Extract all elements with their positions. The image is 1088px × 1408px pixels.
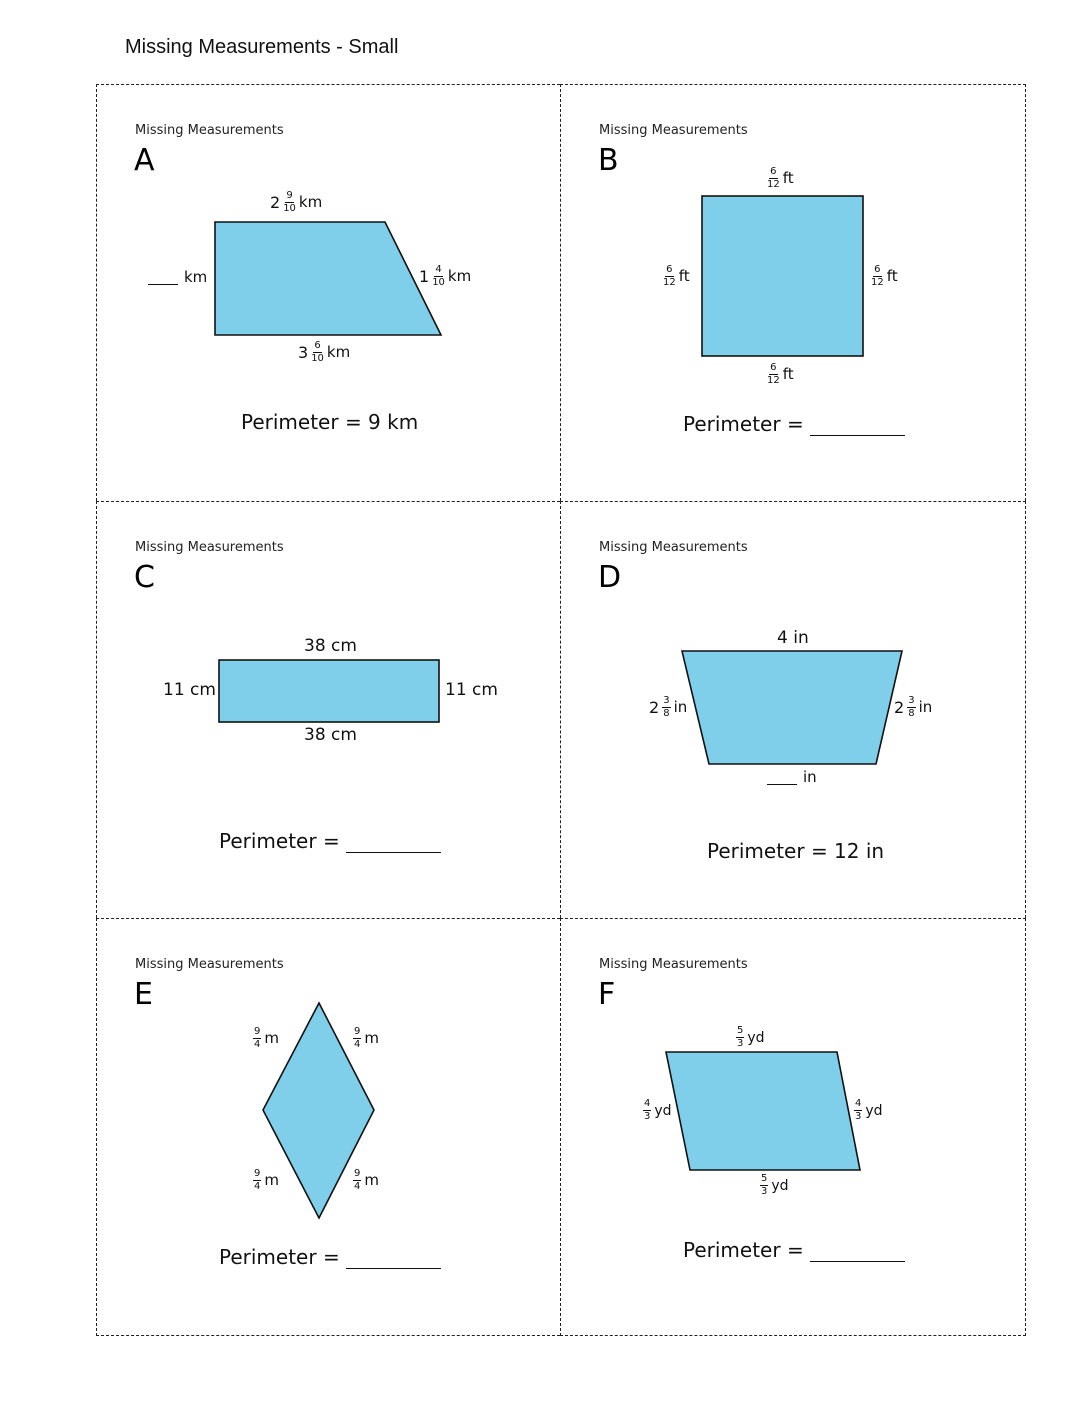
answer-blank [346, 834, 441, 853]
parallelogram-shape-f [561, 919, 1025, 1335]
side-label-bottom: $\frac{6}{12}$ ft [767, 362, 794, 386]
perimeter-label: Perimeter = [219, 829, 340, 853]
side-label-top-right: $\frac{9}{4}$ m [354, 1026, 379, 1050]
card-e [96, 918, 560, 1336]
side-label-bottom: $\frac{5}{3}$ yd [761, 1173, 789, 1197]
side-label-left: 11 cm [163, 680, 216, 700]
card-grid [96, 84, 1026, 1336]
side-label-right: $\frac{6}{12}$ ft [871, 264, 898, 288]
card-title: Missing Measurements [135, 123, 284, 138]
perimeter-label: Perimeter = [683, 1238, 804, 1262]
side-label-left: 2 $\frac{3}{8}$ in [649, 695, 688, 719]
card-title: Missing Measurements [135, 540, 284, 555]
card-letter: F [598, 977, 616, 1012]
card-letter: E [134, 977, 153, 1012]
side-label-top: $\frac{6}{12}$ ft [767, 166, 794, 190]
card-a [96, 84, 560, 501]
side-label-top: 4 in [777, 628, 809, 648]
card-letter: B [598, 143, 619, 178]
card-b [560, 84, 1026, 501]
answer-blank [810, 417, 905, 436]
square-shape-b [561, 85, 1025, 501]
side-label-right: 11 cm [445, 680, 498, 700]
perimeter-label: Perimeter = 12 in [707, 839, 885, 863]
card-title: Missing Measurements [599, 957, 748, 972]
side-label-right: 2 $\frac{3}{8}$ in [894, 695, 933, 719]
side-label-right: $\frac{4}{3}$ yd [855, 1098, 883, 1122]
side-label-left: $\frac{6}{12}$ ft [663, 264, 690, 288]
side-label-bottom-left: $\frac{9}{4}$ m [254, 1168, 279, 1192]
card-letter: C [134, 560, 155, 595]
side-label-bottom: 3 $\frac{6}{10}$ km [298, 340, 351, 364]
page-title: Missing Measurements - Small [125, 36, 399, 58]
card-title: Missing Measurements [135, 957, 284, 972]
card-c [96, 501, 560, 918]
side-label-left: $\frac{4}{3}$ yd [644, 1098, 672, 1122]
side-label-bottom-right: $\frac{9}{4}$ m [354, 1168, 379, 1192]
answer-blank [767, 770, 797, 785]
perimeter-line [683, 1238, 905, 1262]
card-title: Missing Measurements [599, 540, 748, 555]
side-label-left-missing: km [148, 270, 207, 285]
side-label-top: $\frac{5}{3}$ yd [737, 1025, 765, 1049]
card-f [560, 918, 1026, 1336]
perimeter-line [219, 1245, 441, 1269]
side-label-bottom-missing: in [767, 770, 817, 785]
side-label-top: 38 cm [304, 636, 357, 656]
answer-blank [148, 270, 178, 285]
rhombus-shape-e [97, 919, 560, 1335]
card-title: Missing Measurements [599, 123, 748, 138]
card-d [560, 501, 1026, 918]
side-label-right: 1 $\frac{4}{10}$ km [419, 264, 472, 288]
perimeter-line [219, 829, 441, 853]
trapezoid-shape-a [97, 85, 560, 501]
answer-blank [810, 1243, 905, 1262]
perimeter-label: Perimeter = [683, 412, 804, 436]
perimeter-label: Perimeter = [219, 1245, 340, 1269]
card-letter: D [598, 560, 622, 595]
card-letter: A [134, 143, 155, 178]
rectangle-shape-c [97, 502, 560, 918]
perimeter-label: Perimeter = 9 km [241, 410, 419, 434]
answer-blank [346, 1250, 441, 1269]
side-label-top: 2 $\frac{9}{10}$ km [270, 190, 323, 214]
side-label-top-left: $\frac{9}{4}$ m [254, 1026, 279, 1050]
perimeter-line [683, 412, 905, 436]
side-label-bottom: 38 cm [304, 725, 357, 745]
